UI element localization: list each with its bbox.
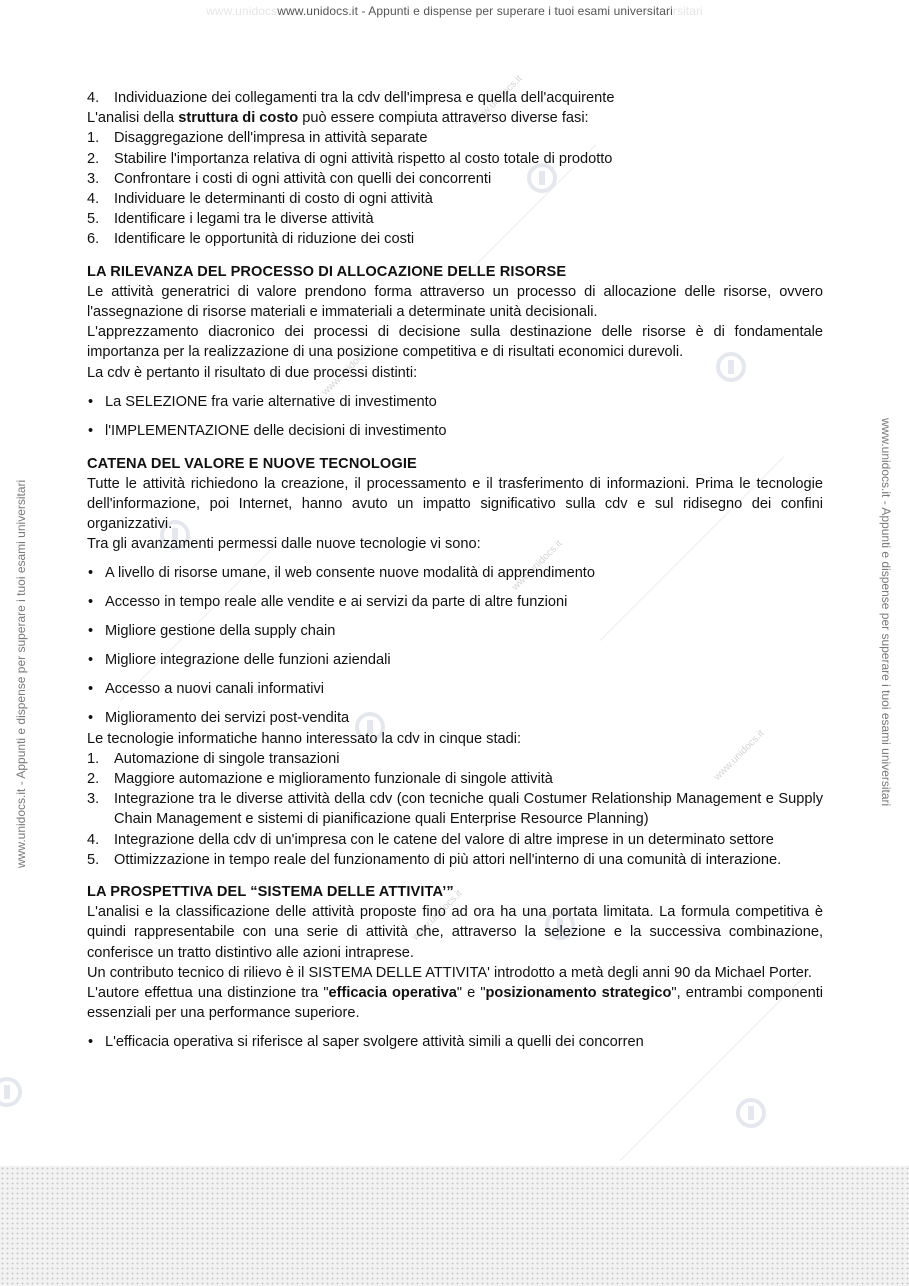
list-item bbox=[87, 830, 823, 850]
list-text: Integrazione tra le diverse attività della cdv (con tecniche quali Costumer Relationship Management e Supply Chain Management e sistemi di pianificazione quali Enterprise Resource Planning) bbox=[114, 791, 823, 828]
bullet-dot-icon: • bbox=[88, 623, 94, 640]
bullet-item bbox=[87, 592, 823, 612]
list-text: Ottimizzazione in tempo reale del funzionamento di più attori nell'interno di una comunità di interazione. bbox=[114, 851, 782, 868]
watermark-logo-icon bbox=[736, 1098, 766, 1128]
bullet-dot-icon: • bbox=[88, 710, 94, 727]
bullet-item bbox=[87, 563, 823, 583]
costo-steps-list bbox=[87, 128, 823, 249]
bullet-text: A livello di risorse umane, il web consente nuove modalità di apprendimento bbox=[105, 565, 595, 582]
watermark-logo-icon bbox=[0, 1077, 22, 1107]
bullet-dot-icon: • bbox=[88, 393, 94, 410]
bullet-item bbox=[87, 621, 823, 641]
list-item bbox=[87, 189, 823, 209]
paragraph bbox=[87, 983, 823, 1023]
list-item bbox=[87, 850, 823, 870]
p3-before: L'autore effettua una distinzione tra " bbox=[87, 985, 329, 1002]
paragraph: Le attività generatrici di valore prendono forma attraverso un processo di allocazione delle risorse, ovvero l'assegnazione di risorse materiali e immateriali a determinate unità decisionali. bbox=[87, 283, 823, 321]
list-item bbox=[87, 128, 823, 148]
list-number: 1. bbox=[87, 750, 100, 767]
costo-intro-before: L'analisi della bbox=[87, 110, 179, 127]
bullet-text: Migliore gestione della supply chain bbox=[105, 623, 336, 640]
list-text: Identificare le opportunità di riduzione dei costi bbox=[114, 231, 415, 248]
top-watermark-ghost-right: rsitari bbox=[672, 4, 703, 18]
list-item bbox=[87, 229, 823, 249]
list-item bbox=[87, 749, 823, 769]
paragraph: Tra gli avanzamenti permessi dalle nuove tecnologie vi sono: bbox=[87, 536, 481, 553]
list-item bbox=[87, 769, 823, 789]
top-watermark bbox=[0, 4, 909, 18]
top-watermark-ghost-left: www.unidocs bbox=[206, 4, 278, 18]
p3-mid: " e " bbox=[456, 985, 486, 1002]
bullet-dot-icon: • bbox=[88, 565, 94, 582]
list-item bbox=[87, 169, 823, 189]
efficacia-bullet-list bbox=[87, 1032, 823, 1052]
list-item bbox=[87, 209, 823, 229]
list-item bbox=[87, 88, 823, 108]
bullet-item bbox=[87, 650, 823, 670]
top-watermark-text: www.unidocs.it - Appunti e dispense per superare i tuoi esami universitari bbox=[277, 4, 673, 18]
diagonal-watermark: www.unidocs.it bbox=[410, 888, 465, 943]
bullet-item bbox=[87, 679, 823, 699]
bullet-text: Miglioramento dei servizi post-vendita bbox=[105, 710, 350, 727]
list-number: 3. bbox=[87, 791, 100, 808]
bullet-dot-icon: • bbox=[88, 594, 94, 611]
spacer bbox=[87, 870, 823, 882]
spacer bbox=[87, 250, 823, 262]
list-text: Identificare i legami tra le diverse attività bbox=[114, 211, 374, 228]
list-text: Disaggregazione dell'impresa in attività separate bbox=[114, 130, 428, 147]
intro-list bbox=[87, 88, 823, 108]
p3-after: ", entrambi componenti essenziali per una performance superiore. bbox=[87, 985, 823, 1022]
list-text: Stabilire l'importanza relativa di ogni attività rispetto al costo totale di prodotto bbox=[114, 150, 613, 167]
section-title-tecnologie: CATENA DEL VALORE E NUOVE TECNOLOGIE bbox=[87, 455, 417, 472]
paragraph: L'apprezzamento diacronico dei processi di decisione sulla destinazione delle risorse è di fondamentale importanza per la realizzazione di una posizione competitiva e di risultati economici durevoli. bbox=[87, 324, 823, 361]
list-item bbox=[87, 149, 823, 169]
list-number: 5. bbox=[87, 851, 100, 868]
section-title-sistema-attivita: LA PROSPETTIVA DEL “SISTEMA DELLE ATTIVITA’” bbox=[87, 884, 454, 901]
list-text: Maggiore automazione e miglioramento funzionale di singole attività bbox=[114, 771, 553, 788]
costo-intro-bold: struttura di costo bbox=[178, 110, 299, 127]
list-number: 2. bbox=[87, 150, 100, 167]
document-body bbox=[87, 88, 823, 1061]
paragraph: Un contributo tecnico di rilievo è il SISTEMA DELLE ATTIVITA' introdotto a metà degli anni 90 da Michael Porter. bbox=[87, 964, 812, 981]
bullet-item bbox=[87, 421, 823, 441]
bullet-item bbox=[87, 392, 823, 412]
list-number: 4. bbox=[87, 191, 100, 208]
list-text: Individuazione dei collegamenti tra la cdv dell'impresa e quella dell'acquirente bbox=[114, 90, 615, 106]
right-side-watermark: www.unidocs.it - Appunti e dispense per superare i tuoi esami universitari bbox=[879, 418, 893, 807]
diagonal-watermark: www.unidocs.it bbox=[320, 343, 375, 398]
list-number: 4. bbox=[87, 90, 100, 106]
term-efficacia-operativa: efficacia operativa bbox=[328, 985, 457, 1002]
list-text: Confrontare i costi di ogni attività con quelli dei concorrenti bbox=[114, 170, 492, 187]
bullet-text: Migliore integrazione delle funzioni aziendali bbox=[105, 652, 391, 669]
diagonal-watermark: www.unidocs.it bbox=[470, 73, 525, 128]
section-title-allocazione: LA RILEVANZA DEL PROCESSO DI ALLOCAZIONE DELLE RISORSE bbox=[87, 263, 567, 280]
bullet-item bbox=[87, 1032, 823, 1052]
bullet-dot-icon: • bbox=[88, 652, 94, 669]
paragraph: Tutte le attività richiedono la creazione, il processamento e il trasferimento di informazioni. Prima le tecnologie dell'informazione, poi Internet, hanno avuto un impatto significativo sulla cdv e sul ridisegno dei confini organizzativi. bbox=[87, 475, 823, 533]
left-side-watermark: www.unidocs.it - Appunti e dispense per superare i tuoi esami universitari bbox=[14, 479, 28, 868]
paragraph: Le tecnologie informatiche hanno interessato la cdv in cinque stadi: bbox=[87, 730, 522, 747]
list-number: 1. bbox=[87, 130, 100, 147]
bullet-item bbox=[87, 708, 823, 728]
processi-bullet-list bbox=[87, 392, 823, 441]
diagonal-watermark: www.unidocs.it bbox=[510, 538, 565, 593]
bullet-dot-icon: • bbox=[88, 681, 94, 698]
costo-intro-after: può essere compiuta attraverso diverse fasi: bbox=[298, 110, 589, 127]
page-cutoff-dotted-area bbox=[0, 1166, 909, 1286]
stadi-list bbox=[87, 749, 823, 870]
bullet-text: l'IMPLEMENTAZIONE delle decisioni di investimento bbox=[105, 422, 447, 439]
list-number: 6. bbox=[87, 231, 100, 248]
bullet-dot-icon: • bbox=[88, 1034, 94, 1051]
list-number: 5. bbox=[87, 211, 100, 228]
bullet-text: Accesso in tempo reale alle vendite e ai servizi da parte di altre funzioni bbox=[105, 594, 568, 611]
list-number: 4. bbox=[87, 831, 100, 848]
list-number: 3. bbox=[87, 170, 100, 187]
bullet-text: L'efficacia operativa si riferisce al saper svolgere attività simili a quelli dei concorren bbox=[105, 1034, 644, 1051]
bullet-dot-icon: • bbox=[88, 422, 94, 439]
bullet-text: La SELEZIONE fra varie alternative di investimento bbox=[105, 393, 437, 410]
list-text: Automazione di singole transazioni bbox=[114, 750, 340, 767]
term-posizionamento-strategico: posizionamento strategico bbox=[485, 985, 672, 1002]
list-number: 2. bbox=[87, 771, 100, 788]
list-text: Individuare le determinanti di costo di ogni attività bbox=[114, 191, 433, 208]
list-text: Integrazione della cdv di un'impresa con le catene del valore di altre imprese in un determinato settore bbox=[114, 831, 774, 848]
diagonal-watermark: www.unidocs.it bbox=[712, 728, 767, 783]
list-item bbox=[87, 789, 823, 829]
paragraph: L'analisi e la classificazione delle attività proposte fino ad ora ha una portata limitata. La formula competitiva è quindi rappresentabile con una serie di attività che, attraverso la selezione e la successiva combinazione, conferisce un tratto distintivo alle azioni intraprese. bbox=[87, 904, 823, 961]
avanzamenti-bullet-list bbox=[87, 563, 823, 728]
costo-intro bbox=[87, 108, 823, 128]
paragraph: La cdv è pertanto il risultato di due processi distinti: bbox=[87, 364, 418, 381]
bullet-text: Accesso a nuovi canali informativi bbox=[105, 681, 325, 698]
